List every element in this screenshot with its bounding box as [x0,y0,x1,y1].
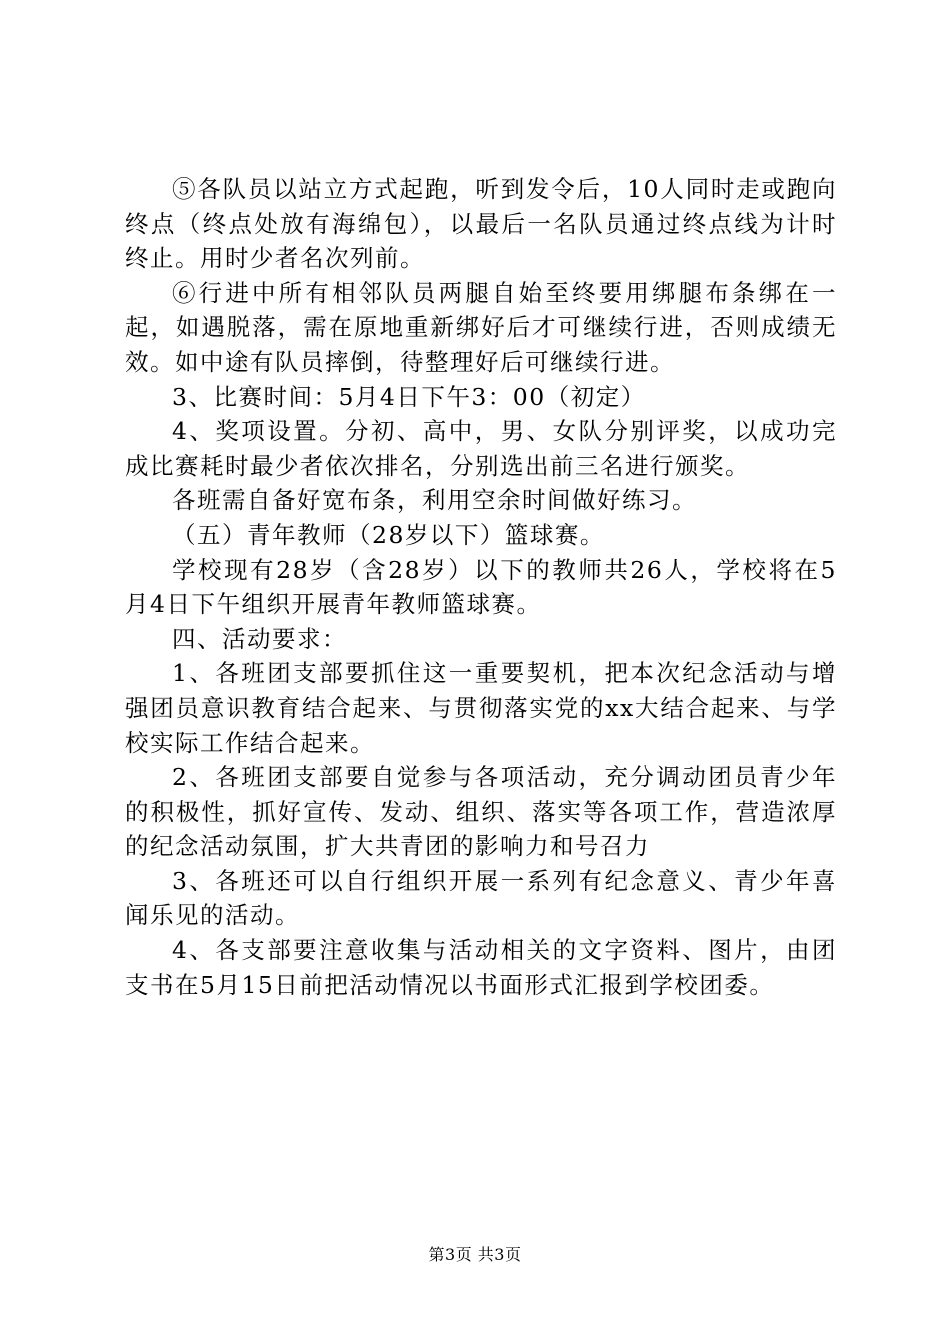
paragraph-requirement-3: 3、各班还可以自行组织开展一系列有纪念意义、青少年喜闻乐见的活动。 [125,866,837,930]
paragraph-requirement-2: 2、各班团支部要自觉参与各项活动，充分调动团员青少年的积极性，抓好宣传、发动、组织、落实等各项工作，营造浓厚的纪念活动氛围，扩大共青团的影响力和号召力 [125,763,837,861]
paragraph-practice-note: 各班需自备好宽布条，利用空余时间做好练习。 [172,486,697,515]
section-heading-requirements: 四、活动要求： [172,624,347,653]
paragraph-awards: 4、奖项设置。分初、高中，男、女队分别评奖，以成功完成比赛耗时最少者依次排名，分别选出前三名进行颁奖。 [125,417,837,480]
paragraph-item-6-leg-binding: ⑥行进中所有相邻队员两腿自始至终要用绑腿布条绑在一起，如遇脱落，需在原地重新绑好后才可继续行进，否则成绩无效。如中途有队员摔倒，待整理好后可继续行进。 [125,278,837,376]
document-body [125,172,837,1002]
page-footer: 第3页 共3页 [428,1245,522,1264]
paragraph-basketball-details: 学校现有28岁（含28岁）以下的教师共26人，学校将在5月4日下午组织开展青年教师篮球赛。 [125,555,837,619]
paragraph-match-time: 3、比赛时间：5月4日下午3：00（初定） [172,382,646,411]
paragraph-item-5-start-method: ⑤各队员以站立方式起跑，听到发令后，10人同时走或跑向终点（终点处放有海绵包），以最后一名队员通过终点线为计时终止。用时少者名次列前。 [125,175,837,273]
paragraph-requirement-1: 1、各班团支部要抓住这一重要契机，把本次纪念活动与增强团员意识教育结合起来、与贯彻落实党的xx大结合起来、与学校实际工作结合起来。 [125,659,837,757]
paragraph-requirement-4: 4、各支部要注意收集与活动相关的文字资料、图片，由团支书在5月15日前把活动情况以书面形式汇报到学校团委。 [125,936,837,999]
section-heading-young-teachers-basketball: （五）青年教师（28岁以下）篮球赛。 [172,520,605,549]
